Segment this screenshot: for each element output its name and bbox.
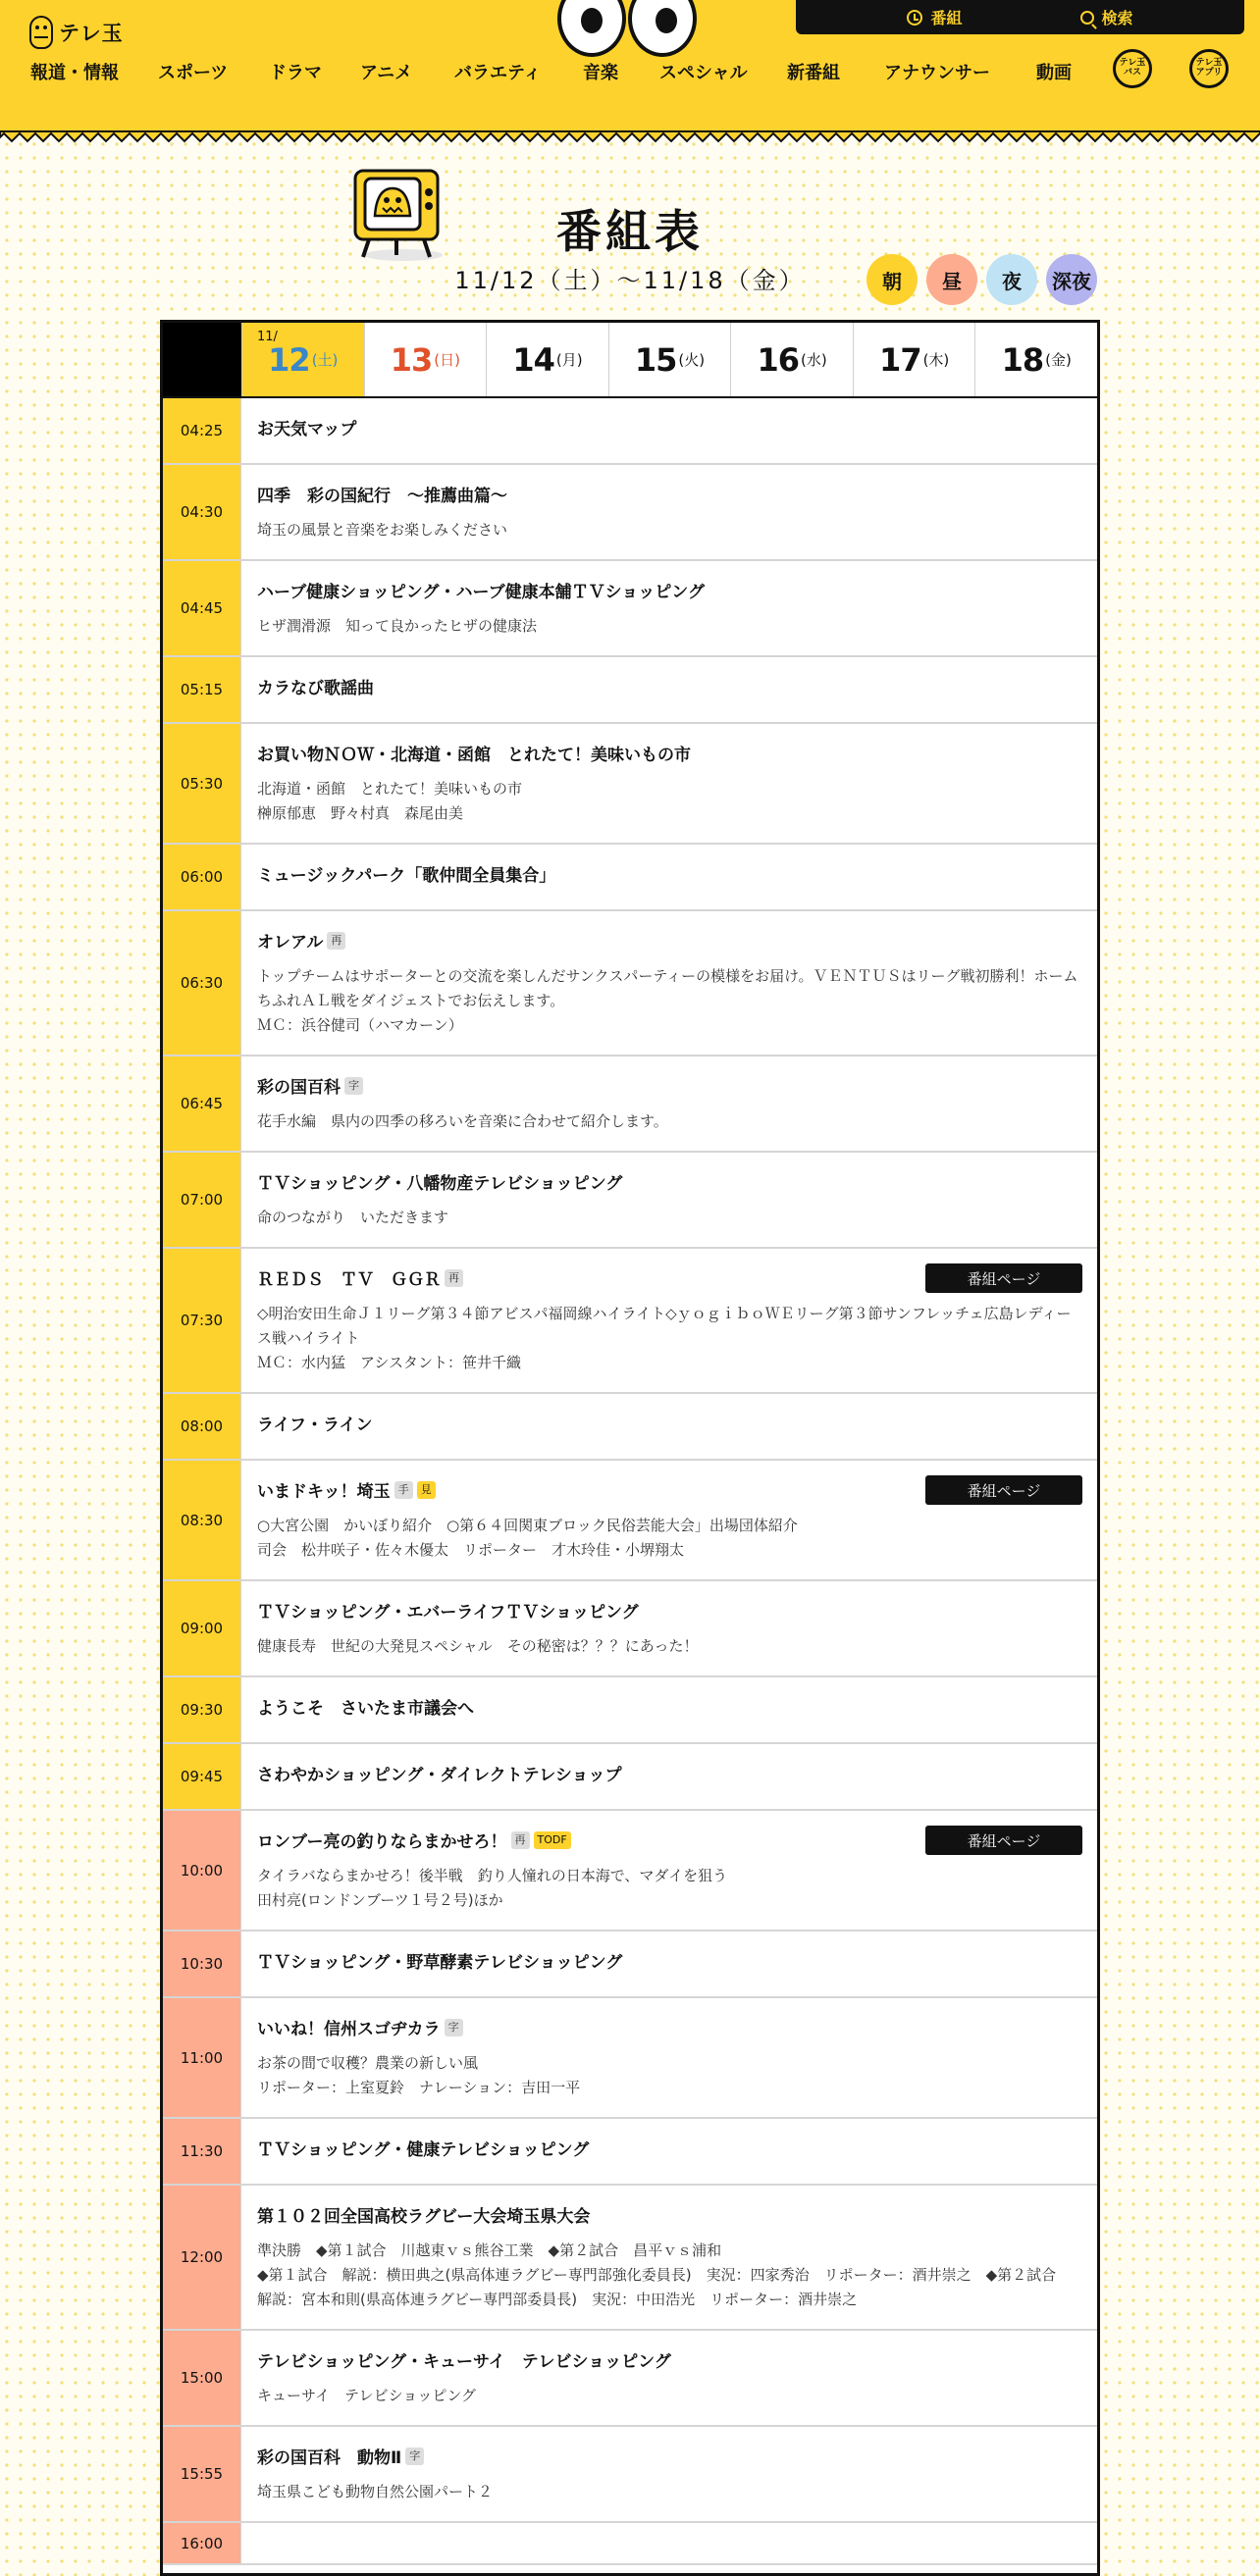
program-time: 07:30 [163, 1249, 241, 1392]
program-tag: 字 [344, 1077, 363, 1095]
program-cell[interactable] [241, 845, 1097, 909]
program-title-line [257, 415, 1081, 439]
clock-icon [907, 10, 922, 26]
program-title: 第１０２回全国高校ラグビー大会埼玉県大会 [257, 2207, 591, 2227]
program-tag: TODF [534, 1831, 571, 1849]
program-description: 花手水編 県内の四季の移ろいを音楽に合わせて紹介します。 [257, 1112, 668, 1130]
program-row [163, 724, 1097, 845]
day-tab-13[interactable] [364, 323, 487, 396]
nav-item-drama[interactable]: ドラマ [269, 63, 322, 83]
program-row [163, 1811, 1097, 1932]
day-month-label: 11/ [257, 330, 278, 344]
program-title: ＲＥＤＳ ＴＶ ＧＧＲ [257, 1270, 441, 1290]
program-time: 09:00 [163, 1581, 241, 1675]
program-cell[interactable] [241, 465, 1097, 559]
mascot-icon [29, 16, 53, 49]
date-range: 11/12（土）〜11/18（金） [454, 267, 806, 294]
program-row [163, 1056, 1097, 1153]
program-time: 08:00 [163, 1394, 241, 1459]
program-time: 04:30 [163, 465, 241, 559]
time-filter-late-night[interactable]: 深夜 [1046, 254, 1097, 305]
program-title: テレビショッピング・キューサイ テレビショッピング [257, 2352, 671, 2372]
program-title-line [257, 1169, 1081, 1194]
program-title: ＴＶショッピング・健康テレビショッピング [257, 2140, 590, 2160]
program-guide-label: 番組 [930, 9, 963, 27]
program-row [163, 2331, 1097, 2427]
top-utility-bar [796, 0, 1244, 34]
program-row [163, 1998, 1097, 2119]
program-row [163, 2523, 1097, 2565]
program-time: 10:00 [163, 1811, 241, 1930]
program-title-line [257, 1948, 1081, 1973]
program-title-line [257, 1761, 1081, 1785]
nav-item-sports[interactable]: スポーツ [158, 63, 229, 83]
schedule-table [160, 320, 1100, 2576]
day-number: 18 [1001, 340, 1044, 379]
day-tab-17[interactable] [853, 323, 975, 396]
program-time: 06:00 [163, 845, 241, 909]
program-title: ライフ・ライン [257, 1416, 373, 1435]
day-number: 16 [757, 340, 799, 379]
program-cell[interactable] [241, 1461, 1097, 1579]
program-time: 08:30 [163, 1461, 241, 1579]
program-tag: 再 [511, 1831, 530, 1849]
program-time: 05:15 [163, 657, 241, 722]
time-filter-daytime[interactable]: 昼 [926, 254, 977, 305]
program-description: 準決勝 ◆第１試合 川越東ｖｓ熊谷工業 ◆第２試合 昌平ｖｓ浦和 ◆第１試合 解説：横田典之(県高体連ラグビー専門部強化委員長) 実況：四家秀治 リポーター：酒井崇之 ◆第２試合 解説：宮本和則(県高体連ラグビー専門部委員長) 実況：中田浩光 リポーター：酒井崇之 [257, 2241, 1057, 2308]
day-tab-16[interactable] [730, 323, 853, 396]
program-time: 04:25 [163, 398, 241, 463]
day-tab-12[interactable] [241, 323, 364, 396]
program-cell[interactable] [241, 1811, 1097, 1930]
program-tag: 見 [417, 1481, 436, 1499]
program-cell[interactable] [241, 1056, 1097, 1151]
nav-item-special[interactable]: スペシャル [659, 63, 748, 83]
day-weekday: (木) [922, 351, 950, 369]
program-row [163, 1677, 1097, 1744]
app-icon[interactable]: テレ玉 アプリ [1189, 49, 1229, 88]
program-row [163, 2427, 1097, 2523]
day-weekday: (水) [801, 351, 827, 369]
program-row [163, 845, 1097, 911]
day-weekday: (月) [555, 351, 583, 369]
program-title-line [257, 1073, 1081, 1098]
program-title: 彩の国百科 [257, 1078, 341, 1098]
program-row [163, 1394, 1097, 1461]
program-description: タイラバならまかせろ！後半戦 釣り人憧れの日本海で、マダイを狙う 田村亮(ロンドンブーツ１号２号)ほか [257, 1867, 728, 1909]
program-time: 06:30 [163, 911, 241, 1055]
program-guide-link[interactable] [907, 6, 962, 28]
program-time: 05:30 [163, 724, 241, 843]
program-time: 06:45 [163, 1056, 241, 1151]
program-cell[interactable] [241, 1998, 1097, 2117]
mascot-eyes [557, 0, 701, 59]
tv-mascot-icon [349, 165, 449, 263]
program-description: 埼玉の風景と音楽をお楽しみください [257, 521, 508, 539]
program-title-line [257, 741, 1081, 765]
program-time: 10:30 [163, 1932, 241, 1996]
program-cell[interactable] [241, 2427, 1097, 2521]
program-title-line [257, 1694, 1081, 1719]
program-time: 09:30 [163, 1677, 241, 1742]
right-eye-icon [628, 0, 697, 57]
program-row [163, 2186, 1097, 2331]
program-row [163, 1461, 1097, 1581]
day-number: 15 [634, 340, 677, 379]
program-cell[interactable] [241, 1677, 1097, 1742]
program-cell[interactable] [241, 1581, 1097, 1675]
site-header [0, 0, 1260, 132]
program-time: 15:55 [163, 2427, 241, 2521]
day-number: 17 [879, 340, 921, 379]
search-link[interactable] [1080, 6, 1133, 28]
day-tab-18[interactable] [974, 323, 1097, 396]
program-cell[interactable] [241, 2523, 1097, 2563]
program-title-line [257, 674, 1081, 698]
nav-item-anime[interactable]: アニメ [360, 63, 413, 83]
program-row [163, 1581, 1097, 1677]
program-time: 15:00 [163, 2331, 241, 2425]
day-weekday: (金) [1045, 351, 1072, 369]
program-cell[interactable] [241, 1394, 1097, 1459]
program-title: カラなび歌謡曲 [257, 679, 374, 698]
search-icon [1080, 11, 1094, 25]
program-cell[interactable] [241, 561, 1097, 655]
program-row [163, 1153, 1097, 1249]
program-cell[interactable] [241, 1932, 1097, 1996]
program-title: ようこそ さいたま市議会へ [257, 1699, 474, 1719]
program-page-button[interactable]: 番組ページ [925, 1826, 1082, 1855]
program-time: 16:00 [163, 2523, 241, 2563]
program-description: 埼玉県こども動物自然公園パート２ [257, 2483, 494, 2500]
time-filter-night[interactable]: 夜 [986, 254, 1037, 305]
program-title: ハーブ健康ショッピング・ハーブ健康本舗ＴＶショッピング [257, 583, 705, 602]
day-number: 14 [512, 340, 554, 379]
bus-icon[interactable]: テレ玉 バス [1113, 49, 1152, 88]
header-zigzag-edge [0, 131, 1260, 147]
program-row [163, 1932, 1097, 1998]
nav-item-music[interactable]: 音楽 [583, 63, 618, 83]
program-time: 11:30 [163, 2119, 241, 2184]
program-time: 04:45 [163, 561, 241, 655]
program-tag: 字 [405, 2447, 424, 2465]
program-title-line [257, 2444, 1081, 2468]
program-time: 12:00 [163, 2186, 241, 2329]
day-tab-15[interactable] [608, 323, 731, 396]
program-row [163, 911, 1097, 1056]
program-title-line [257, 578, 1081, 602]
program-description: ヒザ潤滑源 知って良かったヒザの健康法 [257, 617, 538, 635]
nav-item-videos[interactable]: 動画 [1036, 63, 1072, 83]
program-title: ＴＶショッピング・八幡物産テレビショッピング [257, 1174, 623, 1194]
program-description: ◇明治安田生命Ｊ１リーグ第３４節アビスパ福岡線ハイライト◇ｙｏｇｉｂｏＷＥリーグ第３節サンフレッチェ広島レディース戦ハイライト ＭＣ：水内猛 アシスタント：笹井千織 [257, 1305, 1072, 1371]
time-filter-morning[interactable]: 朝 [866, 254, 918, 305]
program-title: いまドキッ！埼玉 [257, 1482, 391, 1502]
program-cell[interactable] [241, 724, 1097, 843]
program-title-line [257, 2015, 1081, 2039]
program-row [163, 561, 1097, 657]
nav-item-announcers[interactable]: アナウンサー [884, 63, 990, 83]
site-logo[interactable] [29, 16, 124, 49]
program-title-line [257, 861, 1081, 886]
program-cell[interactable] [241, 398, 1097, 463]
program-description: お茶の間で収穫？農業の新しい風 リポーター：上室夏鈴 ナレーション：吉田一平 [257, 2054, 581, 2096]
program-tag: 再 [445, 1269, 463, 1287]
program-cell[interactable] [241, 657, 1097, 722]
program-description: 命のつながり いただきます [257, 1209, 449, 1226]
program-title: ＴＶショッピング・エバーライフＴＶショッピング [257, 1603, 639, 1623]
day-header-row [163, 323, 1097, 398]
program-description: キューサイ テレビショッピング [257, 2387, 477, 2404]
program-title: お買い物ＮＯＷ・北海道・函館 とれたて！美味いもの市 [257, 746, 691, 765]
program-title-line [257, 1411, 1081, 1435]
nav-item-news[interactable]: 報道・情報 [30, 63, 119, 83]
program-tag: 再 [327, 932, 345, 950]
program-cell[interactable] [241, 1744, 1097, 1809]
program-row [163, 398, 1097, 465]
program-title: ロンブー亮の釣りならまかせろ！ [257, 1832, 507, 1852]
program-title: ＴＶショッピング・野草酵素テレビショッピング [257, 1953, 623, 1973]
program-title: さわやかショッピング・ダイレクトテレショップ [257, 1766, 622, 1785]
program-cell[interactable] [241, 1153, 1097, 1247]
program-time: 09:45 [163, 1744, 241, 1809]
program-title-line [257, 482, 1081, 506]
program-tag: 手 [394, 1481, 413, 1499]
program-row [163, 1744, 1097, 1811]
program-title: 彩の国百科 動物Ⅱ [257, 2448, 402, 2468]
program-tag: 字 [445, 2019, 463, 2036]
program-description: トップチームはサポーターとの交流を楽しんだサンクスパーティーの模様をお届け。ＶＥＮＴＵＳはリーグ戦初勝利！ホームちふれＡＬ戦をダイジェストでお伝えします。 ＭＣ：浜谷健司（ハマカーン） [257, 967, 1078, 1034]
program-row [163, 1249, 1097, 1394]
program-page-button[interactable]: 番組ページ [925, 1263, 1082, 1293]
logo-text: テレ玉 [59, 22, 124, 45]
page-title: 番組表 [556, 205, 704, 258]
search-label: 検索 [1101, 9, 1133, 27]
program-row [163, 465, 1097, 561]
program-row [163, 657, 1097, 724]
day-weekday: (日) [434, 351, 460, 369]
program-title: お天気マップ [257, 420, 357, 439]
day-number: 12 [268, 340, 310, 379]
day-tab-14[interactable] [486, 323, 608, 396]
program-title-line [257, 1598, 1081, 1623]
program-cell[interactable] [241, 911, 1097, 1055]
day-number: 13 [390, 340, 433, 379]
program-title-line [257, 2202, 1081, 2227]
program-cell[interactable] [241, 1249, 1097, 1392]
program-title: いいね！信州スゴヂカラ [257, 2020, 441, 2039]
program-description: ○大宮公園 かいぼり紹介 ○第６４回関東ブロック民俗芸能大会」出場団体紹介 司会 松井咲子・佐々木優太 リポーター 才木玲佳・小堺翔太 [257, 1517, 798, 1559]
program-title-line [257, 2347, 1081, 2372]
program-title-line [257, 928, 1081, 953]
program-time: 07:00 [163, 1153, 241, 1247]
program-row [163, 2119, 1097, 2186]
program-title: ミュージックパーク「歌仲間全員集合」 [257, 866, 556, 886]
program-cell[interactable] [241, 2331, 1097, 2425]
program-cell[interactable] [241, 2119, 1097, 2184]
program-description: 健康長寿 世紀の大発見スペシャル その秘密は？？？にあった！ [257, 1637, 699, 1655]
nav-item-variety[interactable]: バラエティ [454, 63, 542, 83]
nav-item-new-programs[interactable]: 新番組 [787, 63, 840, 83]
program-title: 四季 彩の国紀行 ～推薦曲篇～ [257, 487, 507, 506]
program-page-button[interactable]: 番組ページ [925, 1475, 1082, 1505]
header-corner [163, 323, 241, 396]
day-weekday: (土) [311, 351, 339, 369]
program-description: 北海道・函館 とれたて！美味いもの市 榊原郁恵 野々村真 森尾由美 [257, 780, 523, 822]
day-weekday: (火) [678, 351, 706, 369]
program-title-line [257, 2136, 1081, 2160]
program-cell[interactable] [241, 2186, 1097, 2329]
program-time: 11:00 [163, 1998, 241, 2117]
program-title: オレアル [257, 933, 324, 953]
left-eye-icon [557, 0, 626, 57]
